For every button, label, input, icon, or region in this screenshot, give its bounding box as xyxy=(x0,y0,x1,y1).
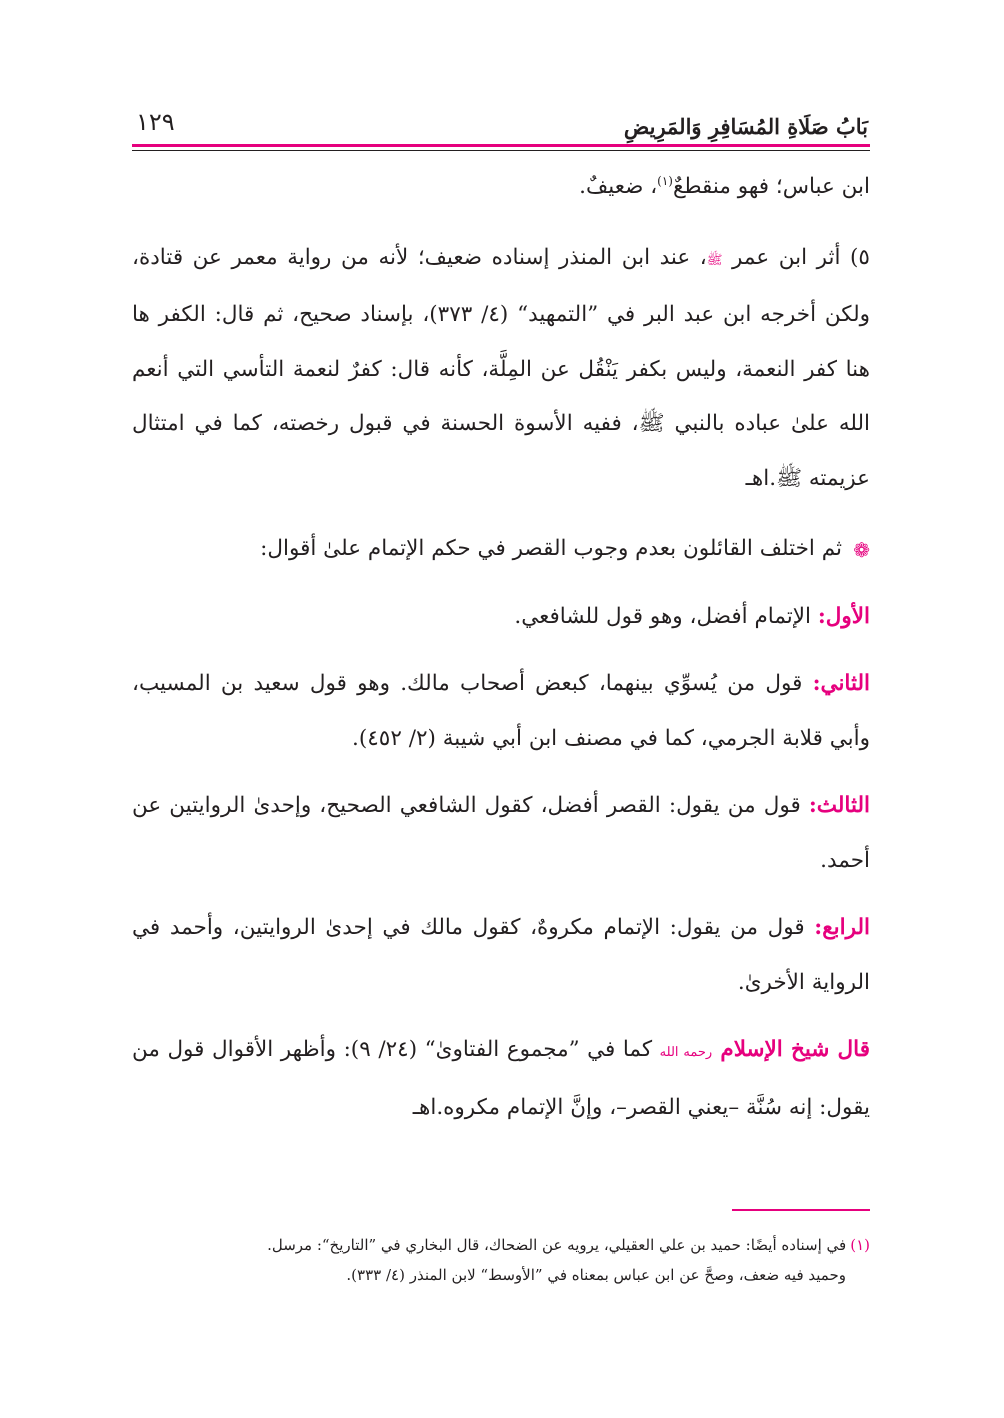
header-rule-black xyxy=(132,150,870,151)
footnote-rule xyxy=(732,1209,870,1211)
opinion-label: الثاني: xyxy=(812,671,870,696)
opinion-label: الرابع: xyxy=(814,915,870,940)
opinion-third: الثالث: قول من يقول: القصر أفضل، كقول الشافعي الصحيح، وإحدىٰ الروايتين عن أحمد. xyxy=(132,793,870,873)
chapter-title: بَابُ صَلَاةِ المُسَافِرِ وَالمَرِيضِ xyxy=(623,114,868,139)
paragraph-continuation: ابن عباس؛ فهو منقطعٌ$^{(١)}$، ضعيفٌ. xyxy=(579,173,870,199)
flower-ornament-icon: ❁ xyxy=(853,538,870,562)
opinion-fourth: الرابع: قول من يقول: الإتمام مكروهٌ، كقول مالك في إحدىٰ الروايتين، وأحمد في الرواية الأخرىٰ. xyxy=(132,915,870,995)
opinion-label: الأول: xyxy=(817,603,870,629)
quote-shaykh-al-islam: قال شيخ الإسلام رحمه الله كما في ”مجموع الفتاوىٰ“ (٢٤/ ٩): وأظهر الأقوال قول من يقول: إنه سُنَّة –يعني القصر–، وإنَّ الإتمام مكروه.اهـ xyxy=(132,1037,871,1120)
header-rule-pink xyxy=(132,144,870,147)
page-number: ١٢٩ xyxy=(136,108,175,136)
paragraph-opinions-intro: ❁ثم اختلف القائلون بعدم وجوب القصر في حكم الإتمام علىٰ أقوال: xyxy=(260,536,870,562)
main-text xyxy=(132,160,870,1135)
opinion-label: الثالث: xyxy=(808,793,870,818)
footnote-ref[interactable]: (١) xyxy=(657,173,673,188)
honorific-mark: رحمه الله xyxy=(659,1045,713,1060)
footnote-1-continued: وحميد فيه ضعف، وصحَّ عن ابن عباس بمعناه في ”الأوسط“ لابن المنذر (٤/ ٣٣٣). xyxy=(346,1266,846,1284)
opinion-first: الأول: الإتمام أفضل، وهو قول للشافعي. xyxy=(514,603,870,629)
opinion-second: الثاني: قول من يُسوِّي بينهما، كبعض أصحاب مالك. وهو قول سعيد بن المسيب، وأبي قلابة الجرمي، كما في مصنف ابن أبي شيبة (٢/ ٤٥٢). xyxy=(132,671,870,751)
paragraph-athar: ٥) أثر ابن عمر ﷺ، عند ابن المنذر إسناده ضعيف؛ لأنه من رواية معمر عن قتادة، ولكن أخرجه ابن عبد البر في ”التمهيد“ (٤/ ٣٧٣)، بإسناد صحيح، ثم قال: الكفر ها هنا كفر النعمة، وليس بكفر يَنْقُل عن المِلَّة، كأنه قال: كفرٌ لنعمة التأسي التي أنعم الله علىٰ عباده بالنبي ﷺ، ففيه الأسوة الحسنة في قبول رخصته، كما في امتثال عزيمته ﷺ.اهـ xyxy=(132,244,871,491)
footnotes xyxy=(132,1230,870,1290)
footnote-1: (١)في إسناده أيضًا: حميد بن علي العقيلي، يرويه عن الضحاك، قال البخاري في ”التاريخ“: مرسل. xyxy=(267,1236,870,1254)
honorific-mark: ﷺ xyxy=(706,252,723,268)
running-header xyxy=(132,108,870,142)
footnote-number: (١) xyxy=(850,1236,870,1254)
quote-label: قال شيخ الإسلام xyxy=(712,1037,871,1062)
